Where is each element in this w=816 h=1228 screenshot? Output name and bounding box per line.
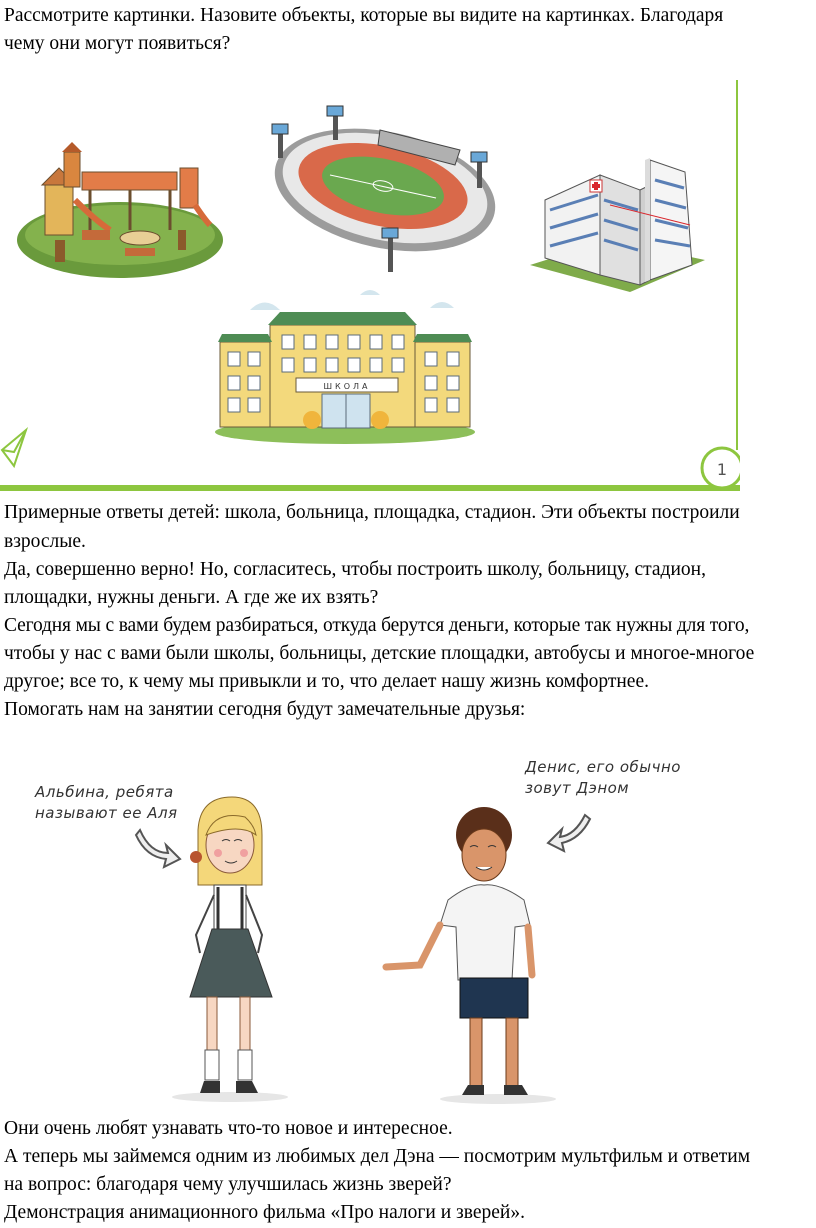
film-demo-line: Демонстрация анимационного фильма «Про налоги и зверей». <box>4 1202 525 1223</box>
curious-line: Они очень любят узнавать что-то новое и интересное. <box>4 1118 453 1139</box>
boy-caption-line-1: Денис, его обычно <box>525 758 681 776</box>
stadium-image <box>263 106 506 272</box>
paper-plane-icon <box>2 430 26 466</box>
boy-caption-line-2: зовут Дэном <box>525 779 630 797</box>
agree-line-1: Да, совершенно верно! Но, согласитесь, чтобы построить школу, больницу, стадион, <box>4 559 706 580</box>
arrow-to-boy-icon <box>548 815 590 851</box>
answers-line-1: Примерные ответы детей: школа, больница, площадка, стадион. Эти объекты построили <box>4 502 740 523</box>
today-line-1: Сегодня мы с вами будем разбираться, откуда берутся деньги, которые так нужны для того, <box>4 615 750 636</box>
arrow-to-girl-icon <box>136 830 180 867</box>
characters-illustration <box>0 735 816 1115</box>
girl-caption-line-2: называют ее Аля <box>35 804 178 822</box>
agree-line-2: площадки, нужны деньги. А где же их взять? <box>4 587 379 608</box>
page-number: 1 <box>716 460 728 479</box>
today-line-2: чтобы у нас с вами были школы, больницы, детские площадки, автобусы и многое-многое <box>4 643 755 664</box>
girl-caption-line-1: Альбина, ребята <box>35 783 174 801</box>
girl-figure <box>172 797 288 1102</box>
school-sign: ШКОЛА <box>323 382 371 391</box>
school-image <box>215 290 475 444</box>
intro-line-1: Рассмотрите картинки. Назовите объекты, которые вы видите на картинках. Благодаря <box>4 5 724 26</box>
today-line-3: другое; все то, к чему мы привыкли и то, что делает нашу жизнь комфортнее. <box>4 671 649 692</box>
playground-image <box>17 142 223 278</box>
cartoon-line-2: на вопрос: благодаря чему улучшилась жизнь зверей? <box>4 1174 452 1195</box>
cartoon-line-1: А теперь мы займемся одним из любимых дел Дэна — посмотрим мультфильм и ответим <box>4 1146 751 1167</box>
hospital-image <box>530 158 705 292</box>
intro-line-2: чему они могут появиться? <box>4 33 231 54</box>
answers-line-2: взрослые. <box>4 531 86 552</box>
friends-line: Помогать нам на занятии сегодня будут замечательные друзья: <box>4 699 526 720</box>
slide-illustration <box>0 80 740 495</box>
boy-figure <box>386 807 556 1104</box>
